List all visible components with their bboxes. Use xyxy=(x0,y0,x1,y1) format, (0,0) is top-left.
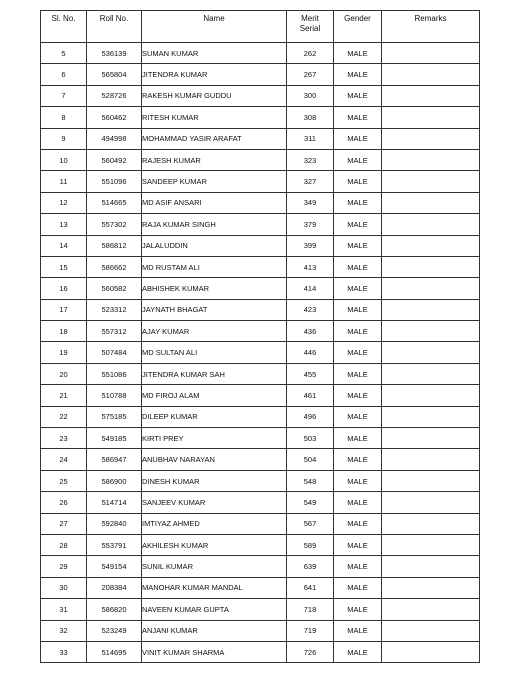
cell-name: VINIT KUMAR SHARMA xyxy=(142,641,287,662)
cell-roll-no: 208384 xyxy=(87,577,142,598)
cell-merit-serial: 496 xyxy=(287,406,334,427)
table-row xyxy=(41,64,480,85)
cell-remarks xyxy=(382,107,480,128)
cell-merit-serial: 423 xyxy=(287,299,334,320)
cell-roll-no: 514665 xyxy=(87,192,142,213)
cell-roll-no: 586820 xyxy=(87,599,142,620)
cell-name: ANUBHAV NARAYAN xyxy=(142,449,287,470)
cell-name: SUMAN KUMAR xyxy=(142,43,287,64)
cell-remarks xyxy=(382,406,480,427)
cell-merit-serial: 349 xyxy=(287,192,334,213)
cell-remarks xyxy=(382,299,480,320)
cell-merit-serial: 719 xyxy=(287,620,334,641)
cell-gender: MALE xyxy=(334,43,382,64)
cell-name: MD RUSTAM ALI xyxy=(142,256,287,277)
table-row xyxy=(41,513,480,534)
cell-name: NAVEEN KUMAR GUPTA xyxy=(142,599,287,620)
cell-remarks xyxy=(382,192,480,213)
cell-gender: MALE xyxy=(334,556,382,577)
cell-remarks xyxy=(382,385,480,406)
header-remarks: Remarks xyxy=(382,11,480,43)
table-row xyxy=(41,278,480,299)
cell-remarks xyxy=(382,534,480,555)
cell-roll-no: 565804 xyxy=(87,64,142,85)
table-row xyxy=(41,363,480,384)
cell-sl-no: 17 xyxy=(41,299,87,320)
cell-gender: MALE xyxy=(334,171,382,192)
cell-merit-serial: 567 xyxy=(287,513,334,534)
cell-remarks xyxy=(382,342,480,363)
cell-sl-no: 31 xyxy=(41,599,87,620)
cell-remarks xyxy=(382,641,480,662)
cell-roll-no: 553791 xyxy=(87,534,142,555)
cell-name: IMTIYAZ AHMED xyxy=(142,513,287,534)
cell-remarks xyxy=(382,235,480,256)
cell-sl-no: 10 xyxy=(41,149,87,170)
cell-merit-serial: 327 xyxy=(287,171,334,192)
cell-gender: MALE xyxy=(334,235,382,256)
cell-name: JITENDRA KUMAR xyxy=(142,64,287,85)
cell-gender: MALE xyxy=(334,321,382,342)
cell-roll-no: 514695 xyxy=(87,641,142,662)
cell-remarks xyxy=(382,620,480,641)
table-body xyxy=(41,43,480,663)
cell-remarks xyxy=(382,470,480,491)
table-header xyxy=(41,11,480,43)
cell-remarks xyxy=(382,492,480,513)
header-merit-line1: Merit xyxy=(301,14,319,23)
cell-roll-no: 549185 xyxy=(87,428,142,449)
cell-roll-no: 494998 xyxy=(87,128,142,149)
cell-remarks xyxy=(382,321,480,342)
cell-name: MD ASIF ANSARI xyxy=(142,192,287,213)
cell-merit-serial: 262 xyxy=(287,43,334,64)
cell-gender: MALE xyxy=(334,299,382,320)
cell-sl-no: 15 xyxy=(41,256,87,277)
cell-roll-no: 586812 xyxy=(87,235,142,256)
cell-gender: MALE xyxy=(334,449,382,470)
cell-remarks xyxy=(382,513,480,534)
cell-name: JAYNATH BHAGAT xyxy=(142,299,287,320)
cell-gender: MALE xyxy=(334,128,382,149)
cell-gender: MALE xyxy=(334,428,382,449)
cell-merit-serial: 300 xyxy=(287,85,334,106)
cell-roll-no: 551096 xyxy=(87,171,142,192)
cell-name: AJAY KUMAR xyxy=(142,321,287,342)
cell-name: SANDEEP KUMAR xyxy=(142,171,287,192)
cell-remarks xyxy=(382,149,480,170)
cell-roll-no: 549154 xyxy=(87,556,142,577)
cell-sl-no: 23 xyxy=(41,428,87,449)
cell-remarks xyxy=(382,214,480,235)
header-roll-no: Roll No. xyxy=(87,11,142,43)
cell-name: ANJANI KUMAR xyxy=(142,620,287,641)
header-gender: Gender xyxy=(334,11,382,43)
table-row xyxy=(41,428,480,449)
cell-name: RAJA KUMAR SINGH xyxy=(142,214,287,235)
cell-merit-serial: 589 xyxy=(287,534,334,555)
cell-gender: MALE xyxy=(334,492,382,513)
cell-name: MD FIROJ ALAM xyxy=(142,385,287,406)
cell-sl-no: 26 xyxy=(41,492,87,513)
cell-roll-no: 586662 xyxy=(87,256,142,277)
cell-merit-serial: 436 xyxy=(287,321,334,342)
header-sl-no: Sl. No. xyxy=(41,11,87,43)
cell-sl-no: 6 xyxy=(41,64,87,85)
cell-sl-no: 32 xyxy=(41,620,87,641)
cell-sl-no: 20 xyxy=(41,363,87,384)
cell-name: RAJESH KUMAR xyxy=(142,149,287,170)
cell-sl-no: 5 xyxy=(41,43,87,64)
table-row xyxy=(41,492,480,513)
table-row xyxy=(41,641,480,662)
table-row xyxy=(41,406,480,427)
table-row xyxy=(41,534,480,555)
cell-merit-serial: 461 xyxy=(287,385,334,406)
cell-roll-no: 536139 xyxy=(87,43,142,64)
cell-name: RAKESH KUMAR GUDDU xyxy=(142,85,287,106)
cell-merit-serial: 726 xyxy=(287,641,334,662)
table-row xyxy=(41,449,480,470)
cell-sl-no: 9 xyxy=(41,128,87,149)
table-row xyxy=(41,192,480,213)
cell-sl-no: 25 xyxy=(41,470,87,491)
cell-sl-no: 14 xyxy=(41,235,87,256)
cell-sl-no: 16 xyxy=(41,278,87,299)
cell-roll-no: 586947 xyxy=(87,449,142,470)
table-row xyxy=(41,577,480,598)
cell-roll-no: 523249 xyxy=(87,620,142,641)
cell-remarks xyxy=(382,256,480,277)
table-row xyxy=(41,235,480,256)
cell-gender: MALE xyxy=(334,385,382,406)
cell-sl-no: 30 xyxy=(41,577,87,598)
cell-roll-no: 528726 xyxy=(87,85,142,106)
cell-gender: MALE xyxy=(334,620,382,641)
cell-sl-no: 22 xyxy=(41,406,87,427)
cell-roll-no: 586900 xyxy=(87,470,142,491)
table-row xyxy=(41,256,480,277)
cell-name: JITENDRA KUMAR SAH xyxy=(142,363,287,384)
cell-gender: MALE xyxy=(334,342,382,363)
cell-gender: MALE xyxy=(334,406,382,427)
cell-name: JALALUDDIN xyxy=(142,235,287,256)
cell-gender: MALE xyxy=(334,534,382,555)
cell-roll-no: 560492 xyxy=(87,149,142,170)
merit-list-table xyxy=(40,10,480,663)
cell-sl-no: 28 xyxy=(41,534,87,555)
cell-merit-serial: 399 xyxy=(287,235,334,256)
cell-merit-serial: 311 xyxy=(287,128,334,149)
cell-sl-no: 8 xyxy=(41,107,87,128)
cell-gender: MALE xyxy=(334,64,382,85)
cell-roll-no: 560462 xyxy=(87,107,142,128)
cell-remarks xyxy=(382,428,480,449)
cell-remarks xyxy=(382,64,480,85)
cell-roll-no: 557302 xyxy=(87,214,142,235)
cell-remarks xyxy=(382,278,480,299)
cell-merit-serial: 504 xyxy=(287,449,334,470)
table-row xyxy=(41,171,480,192)
header-row xyxy=(41,11,480,43)
header-name: Name xyxy=(142,11,287,43)
cell-sl-no: 21 xyxy=(41,385,87,406)
table-row xyxy=(41,342,480,363)
cell-remarks xyxy=(382,363,480,384)
cell-gender: MALE xyxy=(334,363,382,384)
cell-gender: MALE xyxy=(334,149,382,170)
cell-remarks xyxy=(382,85,480,106)
cell-remarks xyxy=(382,556,480,577)
cell-merit-serial: 503 xyxy=(287,428,334,449)
cell-name: MOHAMMAD YASIR ARAFAT xyxy=(142,128,287,149)
cell-name: KIRTI PREY xyxy=(142,428,287,449)
cell-sl-no: 13 xyxy=(41,214,87,235)
cell-name: DILEEP KUMAR xyxy=(142,406,287,427)
table-row xyxy=(41,385,480,406)
cell-gender: MALE xyxy=(334,214,382,235)
cell-sl-no: 24 xyxy=(41,449,87,470)
table-row xyxy=(41,599,480,620)
cell-remarks xyxy=(382,171,480,192)
cell-merit-serial: 455 xyxy=(287,363,334,384)
table-row xyxy=(41,85,480,106)
cell-merit-serial: 641 xyxy=(287,577,334,598)
cell-gender: MALE xyxy=(334,599,382,620)
cell-merit-serial: 549 xyxy=(287,492,334,513)
cell-name: DINESH KUMAR xyxy=(142,470,287,491)
cell-roll-no: 523312 xyxy=(87,299,142,320)
cell-sl-no: 27 xyxy=(41,513,87,534)
cell-name: MANOHAR KUMAR MANDAL xyxy=(142,577,287,598)
cell-sl-no: 19 xyxy=(41,342,87,363)
cell-sl-no: 29 xyxy=(41,556,87,577)
cell-roll-no: 560582 xyxy=(87,278,142,299)
cell-sl-no: 7 xyxy=(41,85,87,106)
table-row xyxy=(41,299,480,320)
table-row xyxy=(41,149,480,170)
cell-name: RITESH KUMAR xyxy=(142,107,287,128)
table-row xyxy=(41,470,480,491)
table-row xyxy=(41,128,480,149)
cell-merit-serial: 718 xyxy=(287,599,334,620)
cell-remarks xyxy=(382,577,480,598)
cell-remarks xyxy=(382,449,480,470)
header-merit-line2: Serial xyxy=(299,24,321,33)
cell-merit-serial: 414 xyxy=(287,278,334,299)
cell-roll-no: 557312 xyxy=(87,321,142,342)
cell-gender: MALE xyxy=(334,470,382,491)
cell-sl-no: 12 xyxy=(41,192,87,213)
header-merit-serial xyxy=(287,11,334,43)
cell-remarks xyxy=(382,43,480,64)
cell-roll-no: 592840 xyxy=(87,513,142,534)
cell-merit-serial: 446 xyxy=(287,342,334,363)
cell-merit-serial: 639 xyxy=(287,556,334,577)
cell-sl-no: 18 xyxy=(41,321,87,342)
cell-remarks xyxy=(382,128,480,149)
cell-name: AKHILESH KUMAR xyxy=(142,534,287,555)
table-row xyxy=(41,321,480,342)
cell-merit-serial: 379 xyxy=(287,214,334,235)
table-row xyxy=(41,107,480,128)
cell-sl-no: 11 xyxy=(41,171,87,192)
cell-merit-serial: 308 xyxy=(287,107,334,128)
cell-roll-no: 551086 xyxy=(87,363,142,384)
cell-remarks xyxy=(382,599,480,620)
cell-gender: MALE xyxy=(334,107,382,128)
table-row xyxy=(41,43,480,64)
table-row xyxy=(41,620,480,641)
cell-gender: MALE xyxy=(334,641,382,662)
cell-merit-serial: 323 xyxy=(287,149,334,170)
cell-gender: MALE xyxy=(334,256,382,277)
cell-gender: MALE xyxy=(334,192,382,213)
cell-roll-no: 510788 xyxy=(87,385,142,406)
cell-roll-no: 507484 xyxy=(87,342,142,363)
table-row xyxy=(41,556,480,577)
cell-gender: MALE xyxy=(334,278,382,299)
cell-gender: MALE xyxy=(334,513,382,534)
cell-name: SANJEEV KUMAR xyxy=(142,492,287,513)
cell-name: MD SULTAN ALI xyxy=(142,342,287,363)
cell-merit-serial: 548 xyxy=(287,470,334,491)
cell-sl-no: 33 xyxy=(41,641,87,662)
cell-roll-no: 514714 xyxy=(87,492,142,513)
cell-name: ABHISHEK KUMAR xyxy=(142,278,287,299)
cell-merit-serial: 267 xyxy=(287,64,334,85)
cell-gender: MALE xyxy=(334,85,382,106)
table-row xyxy=(41,214,480,235)
cell-name: SUNIL KUMAR xyxy=(142,556,287,577)
cell-merit-serial: 413 xyxy=(287,256,334,277)
cell-gender: MALE xyxy=(334,577,382,598)
cell-roll-no: 575185 xyxy=(87,406,142,427)
